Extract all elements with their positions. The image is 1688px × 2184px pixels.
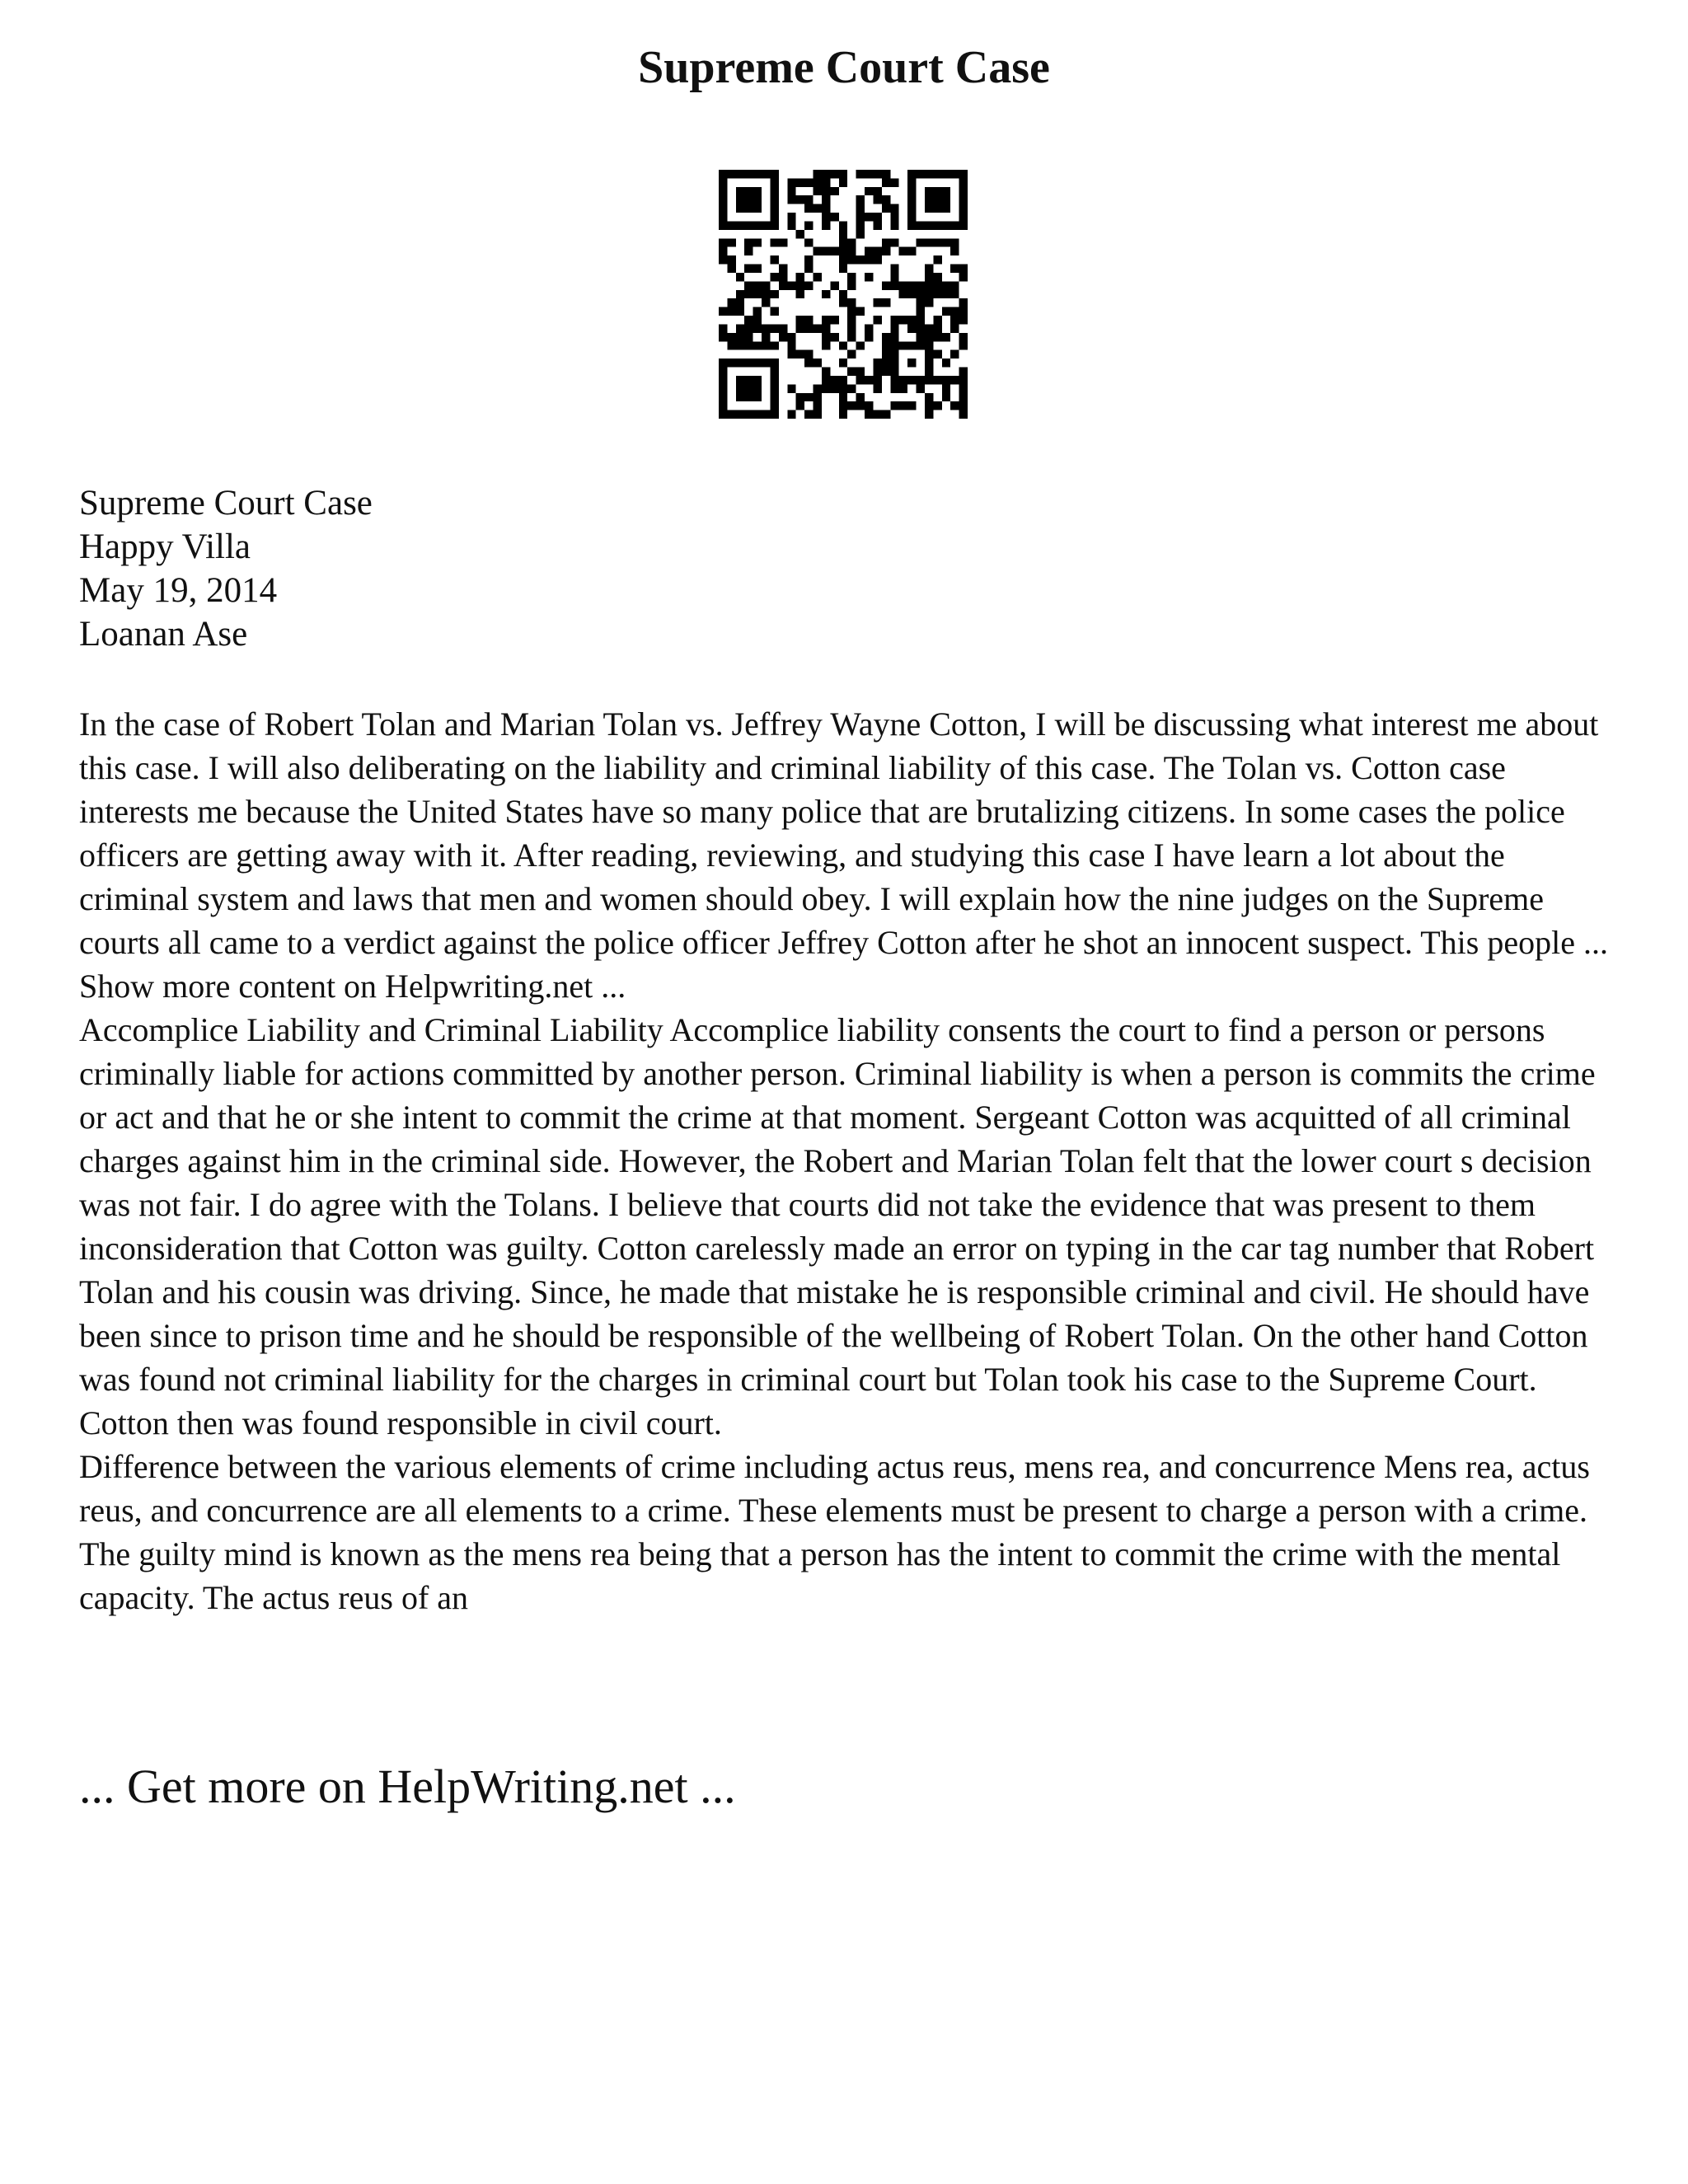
page-title: Supreme Court Case: [638, 42, 1050, 93]
meta-name: Loanan Ase: [79, 615, 248, 654]
paragraph-elements: Difference between the various elements of crime including actus reus, mens rea, and concurrence Mens rea, actus reus, and concurrence are all elements to a crime. These elements must be present to charge a person with a crime. The guilty mind is known as the mens rea being that a person has the intent to commit the crime with the mental capacity. The actus reus of an: [79, 1448, 1590, 1616]
paragraph-liability: Accomplice Liability and Criminal Liability Accomplice liability consents the court to find a person or persons criminally liable for actions committed by another person. Criminal liability is when a person is commits the crime or act and that he or she intent to commit the crime at that moment. Sergeant Cotton was acquitted of all criminal charges against him in the criminal side. However, the Robert and Marian Tolan felt that the lower court s decision was not fair. I do agree with the Tolans. I believe that courts did not take the evidence that was present to them inconsideration that Cotton was guilty. Cotton carelessly made an error on typing in the car tag number that Robert Tolan and his cousin was driving. Since, he made that mistake he is responsible criminal and civil. He should have been since to prison time and he should be responsible of the wellbeing of Robert Tolan. On the other hand Cotton was found not criminal liability for the charges in criminal court but Tolan took his case to the Supreme Court. Cotton then was found responsible in civil court.: [79, 1011, 1596, 1441]
get-more-link[interactable]: ... Get more on HelpWriting.net ...: [79, 1760, 736, 1813]
meta-date: May 19, 2014: [79, 571, 278, 610]
qr-code-graphic: [719, 170, 968, 419]
meta-title: Supreme Court Case: [79, 484, 373, 523]
paragraph-intro: In the case of Robert Tolan and Marian Tolan vs. Jeffrey Wayne Cotton, I will be discussing what interest me about this case. I will also deliberating on the liability and criminal liability of this case. The Tolan vs. Cotton case interests me because the United States have so many police that are brutalizing citizens. In some cases the police officers are getting away with it. After reading, reviewing, and studying this case I have learn a lot about the criminal system and laws that men and women should obey. I will explain how the nine judges on the Supreme courts all came to a verdict against the police officer Jeffrey Cotton after he shot an innocent suspect. This people ... Show more content on Helpwriting.net ...: [79, 705, 1608, 1005]
meta-author: Happy Villa: [79, 527, 251, 566]
document-body: [79, 702, 1612, 1619]
document-meta: [79, 481, 373, 656]
qr-code-icon: [719, 170, 968, 419]
